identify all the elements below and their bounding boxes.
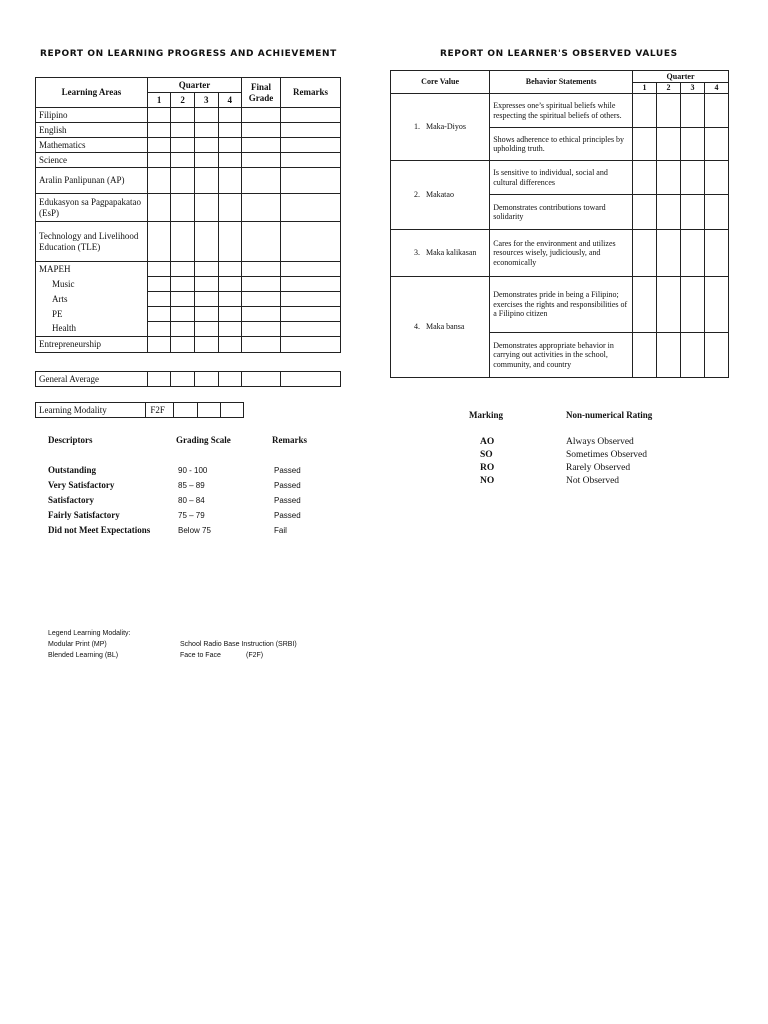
- legend-blended: Blended Learning (BL): [48, 652, 119, 659]
- final-grade-cell[interactable]: [242, 292, 281, 307]
- grade-cell[interactable]: [147, 153, 171, 168]
- progress-report-title: REPORT ON LEARNING PROGRESS AND ACHIEVEMENT: [40, 49, 337, 59]
- core-value-maka-bansa: Maka bansa: [423, 277, 490, 378]
- grade-cell[interactable]: [171, 307, 195, 322]
- grade-cell[interactable]: [171, 194, 195, 222]
- rating-cell[interactable]: [681, 128, 705, 161]
- behavior-statement: Demonstrates pride in being a Filipino; exercises the rights and responsibilities of a Filipino citizen: [490, 277, 633, 333]
- remarks-cell[interactable]: [280, 168, 340, 194]
- rating-cell[interactable]: [704, 230, 728, 277]
- rating-cell[interactable]: [704, 94, 728, 128]
- legend-title: Legend Learning Modality:: [48, 630, 131, 637]
- grade-cell[interactable]: [194, 168, 218, 194]
- grades-table: [35, 77, 341, 353]
- marking-ao: AO: [480, 437, 495, 447]
- grade-cell[interactable]: [218, 123, 242, 138]
- rating-cell[interactable]: [657, 230, 681, 277]
- rating-cell[interactable]: [681, 333, 705, 378]
- subject-row: [36, 194, 341, 222]
- scale-outstanding: 90 - 100: [178, 466, 208, 475]
- remarks-cell[interactable]: [280, 307, 340, 322]
- final-grade-cell[interactable]: [242, 108, 281, 123]
- descriptor-fairly-satisfactory: Fairly Satisfactory: [48, 510, 120, 520]
- final-grade-cell[interactable]: [242, 372, 281, 387]
- grade-cell[interactable]: [194, 372, 218, 387]
- rating-cell[interactable]: [704, 195, 728, 230]
- grade-cell[interactable]: [218, 372, 242, 387]
- grade-cell[interactable]: [171, 292, 195, 307]
- behavior-statement: Demonstrates appropriate behavior in carrying out activities in the school, community, and country: [490, 333, 633, 378]
- grade-cell[interactable]: [194, 262, 218, 277]
- grade-cell[interactable]: [171, 372, 195, 387]
- modality-f2f[interactable]: F2F: [146, 403, 174, 418]
- rating-cell[interactable]: [704, 333, 728, 378]
- core-value-header: Core Value: [391, 71, 490, 94]
- final-grade-cell[interactable]: [242, 123, 281, 138]
- core-value-maka-diyos: Maka-Diyos: [423, 94, 490, 161]
- rating-cell[interactable]: [657, 94, 681, 128]
- remarks-cell[interactable]: [280, 138, 340, 153]
- grade-cell[interactable]: [171, 277, 195, 292]
- subject-esp: Edukasyon sa Pagpapakatao (EsP): [36, 194, 148, 222]
- subject-english: English: [36, 123, 148, 138]
- behavior-statement: Cares for the environment and utilizes resources wisely, judiciously, and economically: [490, 230, 633, 277]
- core-value-number: 4.: [391, 277, 423, 378]
- subject-row: [36, 168, 341, 194]
- remarks-cell[interactable]: [280, 123, 340, 138]
- rating-cell[interactable]: [633, 94, 657, 128]
- legend-srbi: School Radio Base Instruction (SRBI): [180, 641, 297, 648]
- subject-row: [36, 322, 341, 337]
- grade-cell[interactable]: [171, 322, 195, 337]
- grade-cell[interactable]: [194, 322, 218, 337]
- general-average-table: [35, 371, 341, 387]
- subject-row: [36, 262, 341, 277]
- subject-mapeh: MAPEH: [36, 262, 148, 277]
- quarter-3-header: 3: [681, 83, 705, 94]
- remark-satisfactory: Passed: [274, 496, 301, 505]
- scale-satisfactory: 80 – 84: [178, 496, 205, 505]
- grade-cell[interactable]: [147, 168, 171, 194]
- grade-cell[interactable]: [194, 194, 218, 222]
- grade-cell[interactable]: [147, 277, 171, 292]
- subject-row: [36, 307, 341, 322]
- grade-cell[interactable]: [194, 307, 218, 322]
- subject-mathematics: Mathematics: [36, 138, 148, 153]
- remarks-cell[interactable]: [280, 337, 340, 353]
- rating-cell[interactable]: [704, 277, 728, 333]
- rating-cell[interactable]: [704, 128, 728, 161]
- modality-cell[interactable]: [174, 403, 197, 418]
- final-grade-cell[interactable]: [242, 222, 281, 262]
- grading-remarks-header: Remarks: [272, 435, 307, 445]
- final-grade-cell[interactable]: [242, 262, 281, 277]
- grade-cell[interactable]: [194, 222, 218, 262]
- rating-cell[interactable]: [633, 230, 657, 277]
- legend-f2f: Face to Face: [180, 652, 221, 659]
- grade-cell[interactable]: [171, 108, 195, 123]
- subject-filipino: Filipino: [36, 108, 148, 123]
- grade-cell[interactable]: [218, 337, 242, 353]
- final-grade-cell[interactable]: [242, 168, 281, 194]
- grade-cell[interactable]: [147, 194, 171, 222]
- modality-cell[interactable]: [197, 403, 220, 418]
- final-grade-cell[interactable]: [242, 138, 281, 153]
- descriptor-did-not-meet: Did not Meet Expectations: [48, 525, 151, 535]
- subject-tle: Technology and Livelihood Education (TLE): [36, 222, 148, 262]
- remark-very-satisfactory: Passed: [274, 481, 301, 490]
- remark-outstanding: Passed: [274, 466, 301, 475]
- learning-modality-label: Learning Modality: [36, 403, 146, 418]
- quarter-1-header: 1: [633, 83, 657, 94]
- remarks-cell[interactable]: [280, 277, 340, 292]
- grade-cell[interactable]: [171, 337, 195, 353]
- subject-arts: Arts: [36, 292, 148, 307]
- descriptor-outstanding: Outstanding: [48, 465, 97, 475]
- subject-row: [36, 138, 341, 153]
- grade-cell[interactable]: [194, 108, 218, 123]
- final-grade-cell[interactable]: [242, 194, 281, 222]
- grade-cell[interactable]: [171, 123, 195, 138]
- rating-cell[interactable]: [681, 230, 705, 277]
- grade-cell[interactable]: [194, 292, 218, 307]
- core-value-maka-kalikasan: Maka kalikasan: [423, 230, 490, 277]
- remark-fairly-satisfactory: Passed: [274, 511, 301, 520]
- grade-cell[interactable]: [194, 138, 218, 153]
- remarks-cell[interactable]: [280, 194, 340, 222]
- grade-cell[interactable]: [218, 153, 242, 168]
- grade-cell[interactable]: [218, 222, 242, 262]
- final-grade-cell[interactable]: [242, 153, 281, 168]
- grade-cell[interactable]: [147, 138, 171, 153]
- quarter-2-header: 2: [171, 93, 195, 108]
- grade-cell[interactable]: [147, 307, 171, 322]
- subject-entrepreneurship: Entrepreneurship: [36, 337, 148, 353]
- grade-cell[interactable]: [218, 277, 242, 292]
- rating-cell[interactable]: [633, 161, 657, 195]
- subject-music: Music: [36, 277, 148, 292]
- grade-cell[interactable]: [147, 262, 171, 277]
- marking-ro: RO: [480, 463, 495, 473]
- grade-cell[interactable]: [218, 108, 242, 123]
- subject-ap: Aralin Panlipunan (AP): [36, 168, 148, 194]
- rating-cell[interactable]: [681, 277, 705, 333]
- core-value-number: 2.: [391, 161, 423, 230]
- subject-row: [36, 108, 341, 123]
- quarter-1-header: 1: [147, 93, 171, 108]
- scale-fairly-satisfactory: 75 – 79: [178, 511, 205, 520]
- quarter-2-header: 2: [657, 83, 681, 94]
- grade-cell[interactable]: [147, 222, 171, 262]
- general-average-label: General Average: [36, 372, 148, 387]
- rating-cell[interactable]: [633, 195, 657, 230]
- grade-cell[interactable]: [147, 123, 171, 138]
- rating-not: Not Observed: [566, 476, 620, 486]
- grade-cell[interactable]: [171, 168, 195, 194]
- subject-row: [36, 153, 341, 168]
- rating-always: Always Observed: [566, 437, 634, 447]
- rating-cell[interactable]: [657, 195, 681, 230]
- rating-cell[interactable]: [704, 161, 728, 195]
- behavior-statement: Is sensitive to individual, social and cultural differences: [490, 161, 633, 195]
- subject-pe: PE: [36, 307, 148, 322]
- grade-cell[interactable]: [147, 337, 171, 353]
- grade-cell[interactable]: [171, 222, 195, 262]
- rating-cell[interactable]: [657, 128, 681, 161]
- rating-cell[interactable]: [633, 128, 657, 161]
- remarks-cell[interactable]: [280, 322, 340, 337]
- rating-cell[interactable]: [633, 277, 657, 333]
- quarter-4-header: 4: [218, 93, 242, 108]
- final-grade-header: Final Grade: [242, 78, 281, 108]
- core-value-number: 1.: [391, 94, 423, 161]
- grade-cell[interactable]: [147, 108, 171, 123]
- grade-cell[interactable]: [171, 153, 195, 168]
- final-grade-cell[interactable]: [242, 277, 281, 292]
- rating-cell[interactable]: [681, 195, 705, 230]
- grade-cell[interactable]: [147, 322, 171, 337]
- subject-row: [36, 277, 341, 292]
- final-grade-cell[interactable]: [242, 337, 281, 353]
- grade-cell[interactable]: [218, 322, 242, 337]
- grade-cell[interactable]: [171, 138, 195, 153]
- quarter-3-header: 3: [194, 93, 218, 108]
- grading-scale-header: Grading Scale: [176, 435, 231, 445]
- core-value-number: 3.: [391, 230, 423, 277]
- legend-modular-print: Modular Print (MP): [48, 641, 107, 648]
- quarter-header: Quarter: [147, 78, 241, 93]
- behavior-statement: Demonstrates contributions toward solidarity: [490, 195, 633, 230]
- rating-cell[interactable]: [633, 333, 657, 378]
- descriptors-header: Descriptors: [48, 435, 93, 445]
- descriptor-very-satisfactory: Very Satisfactory: [48, 480, 115, 490]
- quarter-4-header: 4: [704, 83, 728, 94]
- learning-modality-table: [35, 402, 244, 418]
- subject-row: [36, 337, 341, 353]
- behavior-statement: Expresses one’s spiritual beliefs while respecting the spiritual beliefs of others.: [490, 94, 633, 128]
- grade-cell[interactable]: [194, 153, 218, 168]
- observed-values-table: [390, 70, 729, 378]
- grade-cell[interactable]: [218, 262, 242, 277]
- grade-cell[interactable]: [218, 292, 242, 307]
- remark-did-not-meet: Fail: [274, 526, 287, 535]
- rating-sometimes: Sometimes Observed: [566, 450, 648, 460]
- rating-cell[interactable]: [657, 161, 681, 195]
- marking-header: Marking: [469, 410, 504, 420]
- behavior-header: Behavior Statements: [490, 71, 633, 94]
- grade-cell[interactable]: [194, 277, 218, 292]
- modality-cell[interactable]: [220, 403, 243, 418]
- remarks-cell[interactable]: [280, 222, 340, 262]
- descriptor-satisfactory: Satisfactory: [48, 495, 94, 505]
- rating-header: Non-numerical Rating: [566, 410, 653, 420]
- scale-did-not-meet: Below 75: [178, 526, 211, 535]
- grade-cell[interactable]: [171, 262, 195, 277]
- grade-cell[interactable]: [194, 123, 218, 138]
- quarter-header: Quarter: [633, 71, 729, 83]
- rating-cell[interactable]: [657, 333, 681, 378]
- legend-f2f-code: (F2F): [246, 652, 264, 659]
- rating-cell[interactable]: [681, 161, 705, 195]
- subject-science: Science: [36, 153, 148, 168]
- remarks-header: Remarks: [280, 78, 340, 108]
- grade-cell[interactable]: [218, 194, 242, 222]
- grade-cell[interactable]: [147, 292, 171, 307]
- scale-very-satisfactory: 85 – 89: [178, 481, 205, 490]
- grade-cell[interactable]: [218, 168, 242, 194]
- grade-cell[interactable]: [218, 138, 242, 153]
- rating-rarely: Rarely Observed: [566, 463, 631, 473]
- final-grade-cell[interactable]: [242, 322, 281, 337]
- learning-areas-header: Learning Areas: [36, 78, 148, 108]
- final-grade-cell[interactable]: [242, 307, 281, 322]
- remarks-cell[interactable]: [280, 292, 340, 307]
- grade-cell[interactable]: [218, 307, 242, 322]
- marking-so: SO: [480, 450, 493, 460]
- behavior-statement: Shows adherence to ethical principles by upholding truth.: [490, 128, 633, 161]
- subject-row: [36, 222, 341, 262]
- remarks-cell[interactable]: [280, 372, 340, 387]
- marking-no: NO: [480, 476, 495, 486]
- rating-cell[interactable]: [681, 94, 705, 128]
- grade-cell[interactable]: [147, 372, 171, 387]
- subject-row: [36, 123, 341, 138]
- core-value-makatao: Makatao: [423, 161, 490, 230]
- grade-cell[interactable]: [194, 337, 218, 353]
- remarks-cell[interactable]: [280, 108, 340, 123]
- observed-values-title: REPORT ON LEARNER'S OBSERVED VALUES: [440, 49, 678, 59]
- rating-cell[interactable]: [657, 277, 681, 333]
- remarks-cell[interactable]: [280, 262, 340, 277]
- subject-row: [36, 292, 341, 307]
- remarks-cell[interactable]: [280, 153, 340, 168]
- subject-health: Health: [36, 322, 148, 337]
